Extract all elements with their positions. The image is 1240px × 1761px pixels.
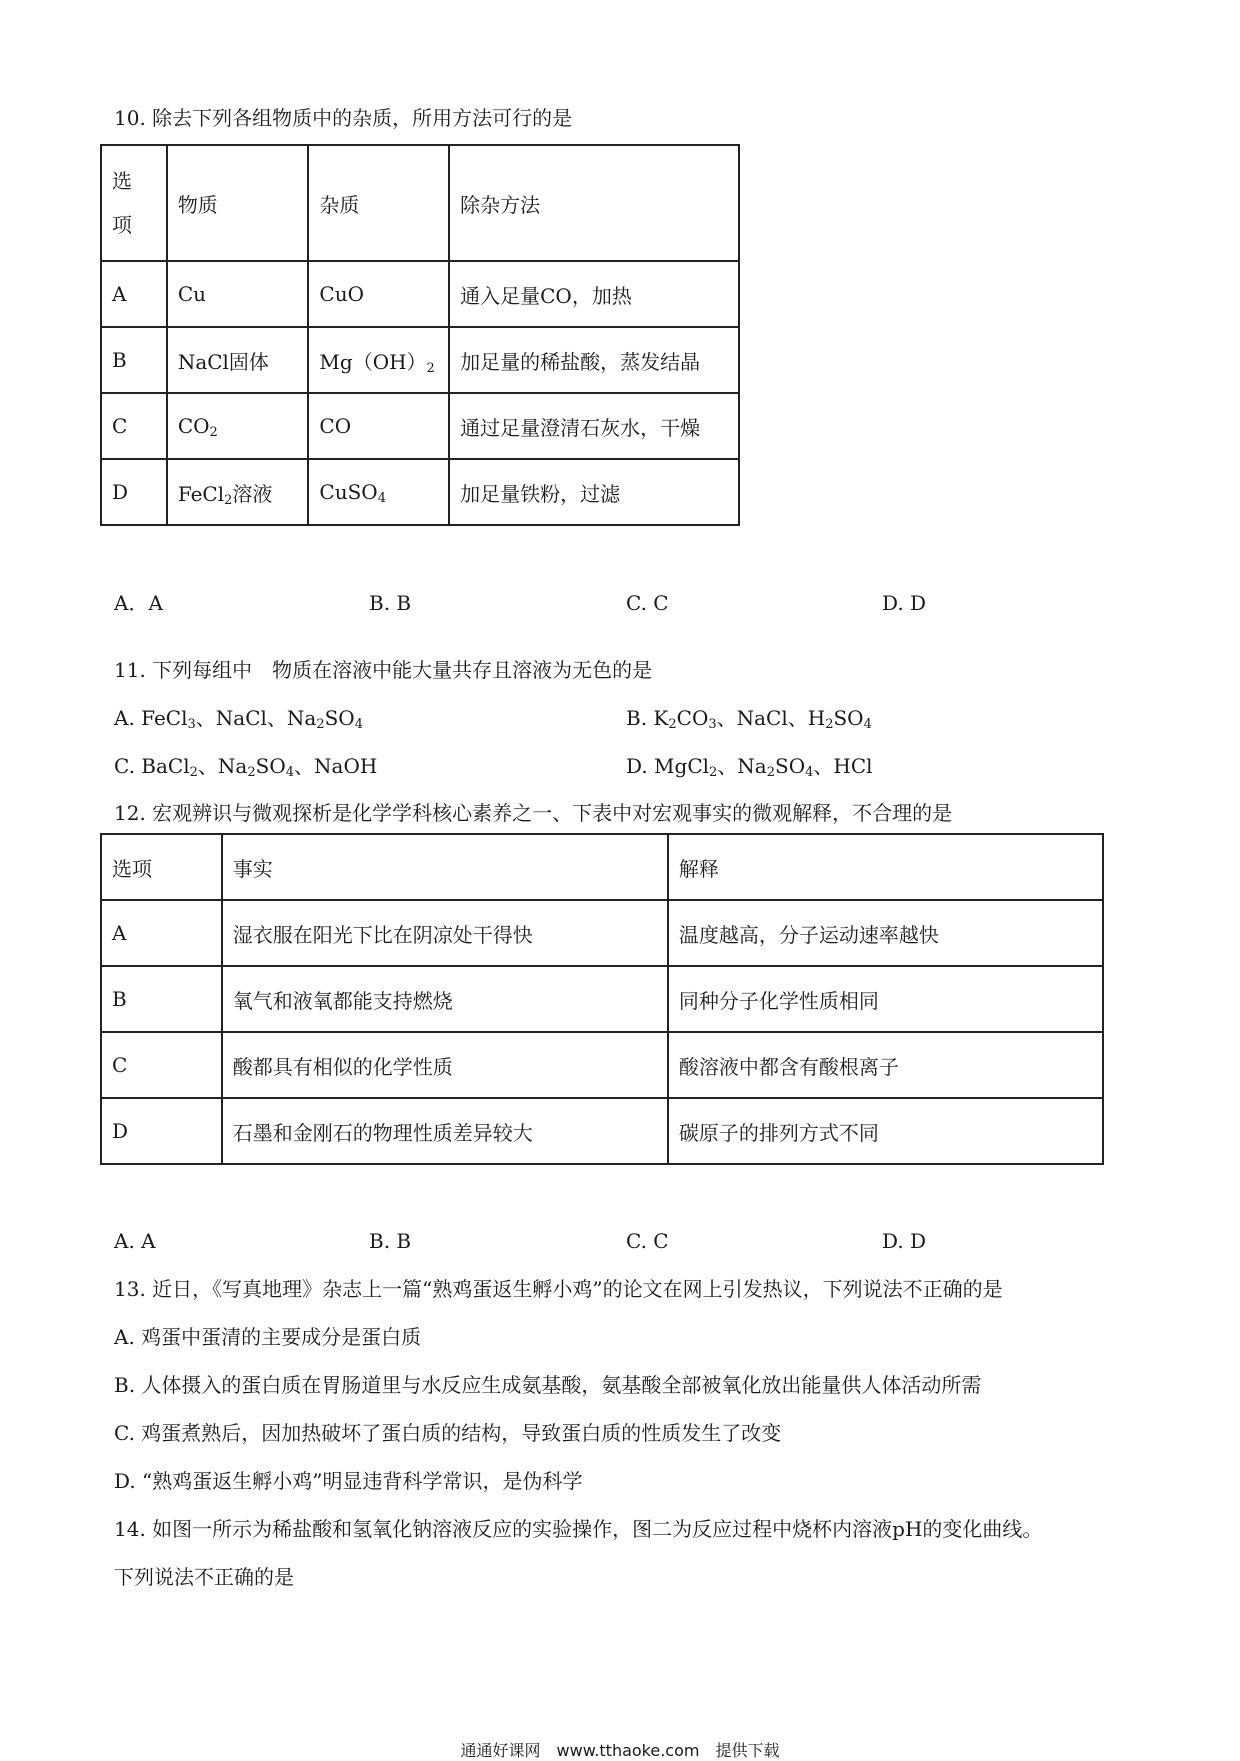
header-cell-option: 选 项 [101, 145, 167, 261]
cell-substance: Cu [167, 261, 309, 327]
cell-fact: 湿衣服在阳光下比在阴凉处干得快 [222, 900, 668, 966]
cell-option: A [101, 261, 167, 327]
cell-option: D [101, 459, 167, 525]
table-row [101, 966, 1103, 1032]
cell-explain: 碳原子的排列方式不同 [668, 1098, 1103, 1164]
q10-choice-a[interactable]: A．A [114, 591, 163, 615]
q12-choice-a[interactable]: A. A [114, 1229, 156, 1253]
cell-option: A [101, 900, 222, 966]
cell-impurity: CuSO$_4$ [308, 459, 449, 525]
q11-choice-a[interactable]: A. FeCl$_3$、NaCl、$Na_2SO_4$ [114, 706, 363, 732]
cell-method: 加足量铁粉，过滤 [449, 459, 739, 525]
q13-choice-c[interactable]: C. 鸡蛋煮熟后，因加热破坏了蛋白质的结构，导致蛋白质的性质发生了改变 [114, 1421, 782, 1445]
page-footer: 通通好课网 www.tthaoke.com 提供下载 [460, 1741, 780, 1760]
table-row [101, 393, 739, 459]
header-cell-method: 除杂方法 [449, 145, 739, 261]
cell-substance: FeCl$_2$溶液 [167, 459, 309, 525]
q12-choice-b[interactable]: B. B [369, 1229, 412, 1253]
cell-method: 通入足量CO，加热 [449, 261, 739, 327]
table-row [101, 459, 739, 525]
cell-explain: 酸溶液中都含有酸根离子 [668, 1032, 1103, 1098]
table-header-row [101, 834, 1103, 900]
q14-stem-line1: 14. 如图一所示为稀盐酸和氢氧化钠溶液反应的实验操作，图二为反应过程中烧杯内溶液pH的变化曲线。 [114, 1517, 1043, 1541]
q11-choice-d[interactable]: D. MgCl$_2$、$Na_2SO_4$、HCl [626, 754, 873, 780]
table-row [101, 327, 739, 393]
q10-choice-b[interactable]: B. B [369, 591, 412, 615]
header-cell-impurity: 杂质 [308, 145, 449, 261]
q10-choice-d[interactable]: D. D [882, 591, 927, 615]
cell-fact: 酸都具有相似的化学性质 [222, 1032, 668, 1098]
cell-option: B [101, 966, 222, 1032]
q12-choice-d[interactable]: D. D [882, 1229, 927, 1253]
cell-impurity: CuO [308, 261, 449, 327]
cell-impurity: $Mg(OH)_2$ [308, 327, 449, 393]
cell-fact: 氧气和液氧都能支持燃烧 [222, 966, 668, 1032]
cell-option: D [101, 1098, 222, 1164]
q11-stem: 11. 下列每组中 物质在溶液中能大量共存且溶液为无色的是 [114, 658, 653, 682]
q12-table [100, 833, 1104, 1165]
header-cell-explain: 解释 [668, 834, 1103, 900]
table-row [101, 261, 739, 327]
cell-impurity: CO [308, 393, 449, 459]
cell-explain: 温度越高，分子运动速率越快 [668, 900, 1103, 966]
header-cell-substance: 物质 [167, 145, 309, 261]
q12-choice-c[interactable]: C. C [626, 1229, 669, 1253]
cell-fact: 石墨和金刚石的物理性质差异较大 [222, 1098, 668, 1164]
q14-stem-line2: 下列说法不正确的是 [114, 1565, 294, 1589]
q12-stem: 12. 宏观辨识与微观探析是化学学科核心素养之一、下表中对宏观事实的微观解释，不合理的是 [114, 801, 953, 825]
cell-substance: NaCl固体 [167, 327, 309, 393]
cell-substance: $CO_2$ [167, 393, 309, 459]
q13-choice-b[interactable]: B. 人体摄入的蛋白质在胃肠道里与水反应生成氨基酸，氨基酸全部被氧化放出能量供人体活动所需 [114, 1373, 982, 1397]
table-row [101, 900, 1103, 966]
q10-choice-c[interactable]: C. C [626, 591, 669, 615]
table-row [101, 1032, 1103, 1098]
q11-choice-b[interactable]: B. $K_2CO_3$、NaCl、$H_2SO_4$ [626, 706, 872, 732]
table-row [101, 1098, 1103, 1164]
header-cell-fact: 事实 [222, 834, 668, 900]
cell-method: 加足量的稀盐酸，蒸发结晶 [449, 327, 739, 393]
cell-option: C [101, 393, 167, 459]
cell-option: C [101, 1032, 222, 1098]
cell-option: B [101, 327, 167, 393]
q13-choice-d[interactable]: D. “熟鸡蛋返生孵小鸡”明显违背科学常识，是伪科学 [114, 1469, 583, 1493]
header-cell-option: 选项 [101, 834, 222, 900]
cell-explain: 同种分子化学性质相同 [668, 966, 1103, 1032]
cell-method: 通过足量澄清石灰水，干燥 [449, 393, 739, 459]
q10-stem: 10. 除去下列各组物质中的杂质，所用方法可行的是 [114, 106, 573, 130]
q13-stem: 13. 近日，《写真地理》杂志上一篇“熟鸡蛋返生孵小鸡”的论文在网上引发热议，下列说法不正确的是 [114, 1277, 1003, 1301]
q10-table [100, 144, 740, 526]
q13-choice-a[interactable]: A. 鸡蛋中蛋清的主要成分是蛋白质 [114, 1325, 422, 1349]
table-header-row [101, 145, 739, 261]
q11-choice-c[interactable]: C. BaCl$_2$、$Na_2SO_4$、NaOH [114, 754, 378, 780]
